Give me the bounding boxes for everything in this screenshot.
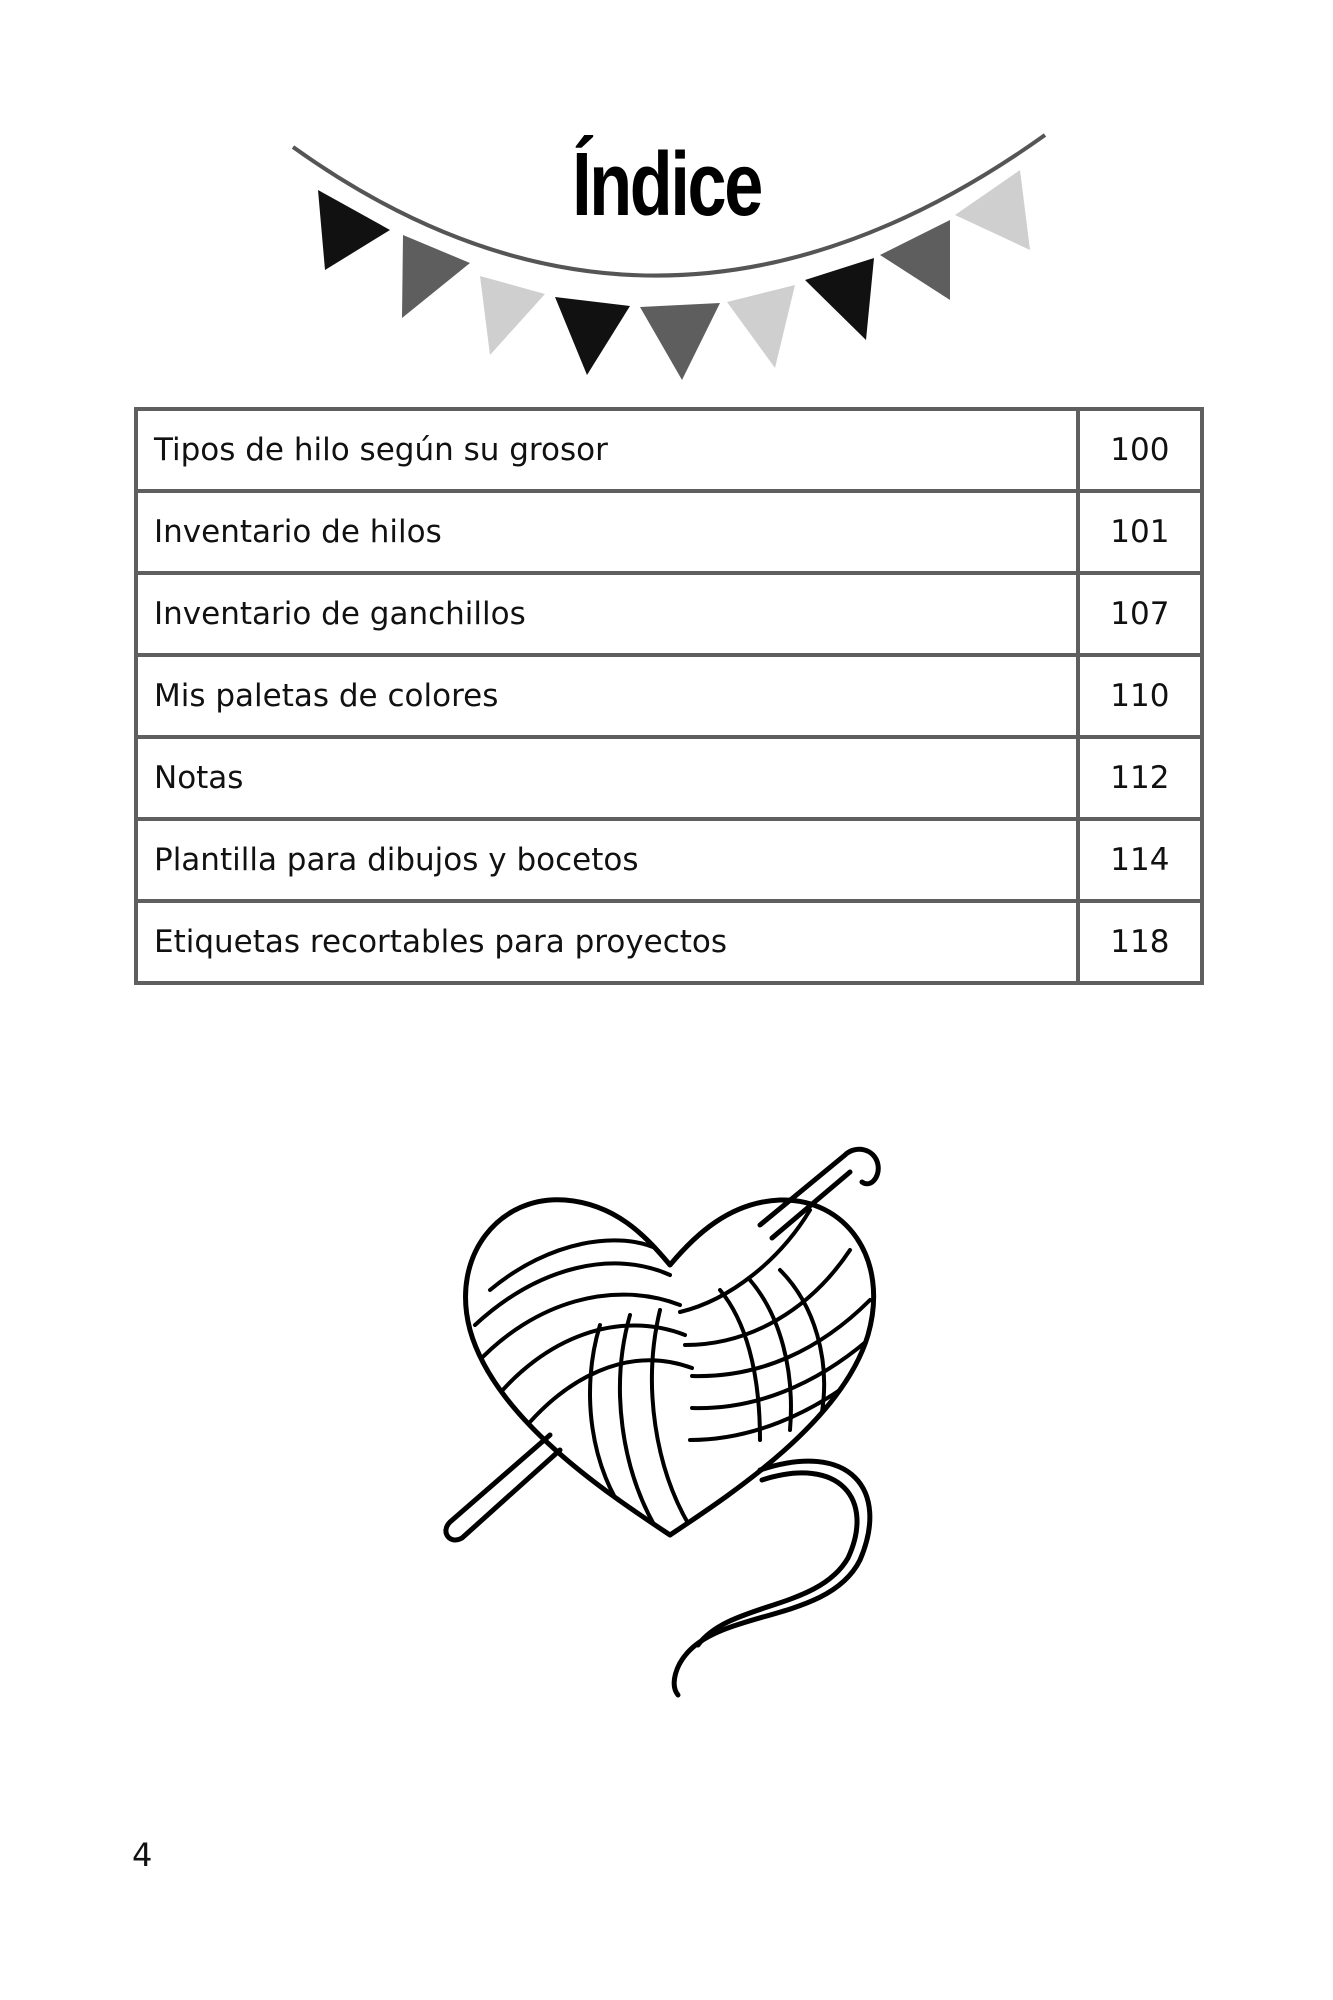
bunting-flag [805,258,874,340]
toc-entry-page: 107 [1078,573,1202,655]
page-title: Índice [572,135,761,235]
toc-entry-label: Inventario de hilos [136,491,1078,573]
toc-entry-label: Mis paletas de colores [136,655,1078,737]
toc-entry-label: Tipos de hilo según su grosor [136,409,1078,491]
table-of-contents [134,407,1204,985]
toc-entry-page: 110 [1078,655,1202,737]
bunting-flag [727,285,795,368]
toc-entry-page: 100 [1078,409,1202,491]
bunting-flag [640,303,720,380]
table-row [136,491,1202,573]
toc-entry-page: 112 [1078,737,1202,819]
toc-entry-label: Inventario de ganchillos [136,573,1078,655]
table-row [136,655,1202,737]
bunting-flag [880,220,950,300]
toc-entry-page: 114 [1078,819,1202,901]
toc-entry-page: 101 [1078,491,1202,573]
toc-entry-label: Notas [136,737,1078,819]
bunting-flag [555,297,630,375]
table-row [136,737,1202,819]
table-row [136,573,1202,655]
table-row [136,901,1202,983]
table-row [136,819,1202,901]
bunting-flag [402,235,470,318]
bunting-flag [480,276,545,355]
table-row [136,409,1202,491]
toc-entry-label: Plantilla para dibujos y bocetos [136,819,1078,901]
yarn-heart-crochet-hook-icon [430,1140,910,1700]
page-number: 4 [132,1836,153,1874]
toc-entry-page: 118 [1078,901,1202,983]
toc-entry-label: Etiquetas recortables para proyectos [136,901,1078,983]
